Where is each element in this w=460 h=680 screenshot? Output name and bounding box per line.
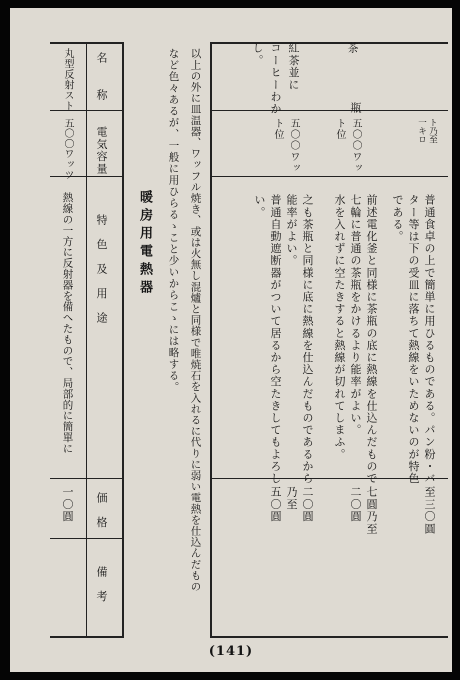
tea-price-5: 乃至 [285,486,298,511]
table-top-rule [210,42,448,44]
tea-name-col-3: コーヒーわか [269,42,282,116]
tea-price-3: 二〇圓 [349,486,362,523]
tea-capacity-col-1: 瓶 [349,102,362,115]
heater-rule-price [50,538,124,539]
page-number: (141) [208,644,254,659]
heater-top-rule [50,42,124,44]
heater-rule-features [50,478,124,479]
tea-feature-line-1: 普通食卓の上で簡単に用ひるものである。パン粉・バ [423,194,436,485]
tea-price-1: 至三〇圓 [423,486,436,535]
tea-feature-line-5: 七輪に普通の茶瓶をかけるより能率がよい。 [349,194,362,436]
tea-capacity-note-b: 一キロ [416,118,427,144]
table-left-rule [210,42,212,638]
tea-capacity-col-5: ト位 [272,118,283,141]
heater-header-name: 名 称 [95,52,108,101]
table-rule-capacity [210,176,448,177]
table-rule-name [210,110,448,111]
heater-bottom-rule [50,636,124,638]
heater-row-capacity: 五〇〇ワッツ [62,118,73,180]
heater-header-divider [86,42,87,638]
tea-capacity-col-4: 五〇〇ワッ [288,118,299,174]
heater-header-features: 特 色 及 用 途 [95,214,108,324]
tea-feature-line-8: 能率がよい。 [285,194,298,267]
tea-feature-line-4: 前述電化釜と同様に茶瓶の底に熱線を仕込んだもので [365,194,378,485]
heater-header-price: 価 格 [95,492,108,529]
tea-feature-line-2: ター等は下の受皿に落ちて熱線をいためないのが特色 [407,194,420,485]
tea-capacity-note-a: ト乃至 [427,118,438,144]
paragraph-line-2: など色々あるが、一般に用ひらるゝこと少いからこゝには略する。 [167,48,180,393]
heater-row-name: 丸型反射スト [62,48,73,111]
heater-row-price: 一〇圓 [61,486,74,523]
heater-row-features: 熱線の一方に反射器を備へたもので、局部的に簡單に [61,192,74,454]
table-bottom-rule [210,636,448,638]
tea-name-col-1: 茶 [346,42,359,55]
tea-feature-line-3: である。 [391,194,404,243]
section-title: 暖房用電熱器 [137,190,152,298]
paragraph-line-1: 以上の外に皿温器、ワッフル焼き、或は火無し混爐と同様で唯焼石を入れるに代りに弱い電熱を仕込んだもの [189,48,202,592]
tea-name-col-2: 紅茶並に [287,42,300,91]
tea-capacity-col-3: ト位 [334,118,345,141]
heater-right-rule [122,42,124,638]
heater-header-capacity: 電気容量 [95,126,108,175]
tea-feature-line-9: 普通自動遮断器がついて居るから空たきしてもよろし [269,194,282,485]
tea-price-2: 七圓乃至 [365,486,378,535]
tea-name-col-4: し。 [251,42,264,67]
tea-feature-line-6: 水を入れずに空たきすると熱線が切れてしまふ。 [333,194,346,461]
tea-feature-line-10: い。 [253,194,266,219]
tea-capacity-col-2: 五〇〇ワッ [350,118,361,174]
tea-price-6: 五〇圓 [269,486,282,523]
heater-header-remarks: 備 考 [95,566,108,603]
book-page [10,8,452,672]
tea-price-4: 二〇圓 [301,486,314,523]
tea-feature-line-7: 之も茶瓶と同様に底に熱線を仕込んだものであるから [301,194,314,485]
